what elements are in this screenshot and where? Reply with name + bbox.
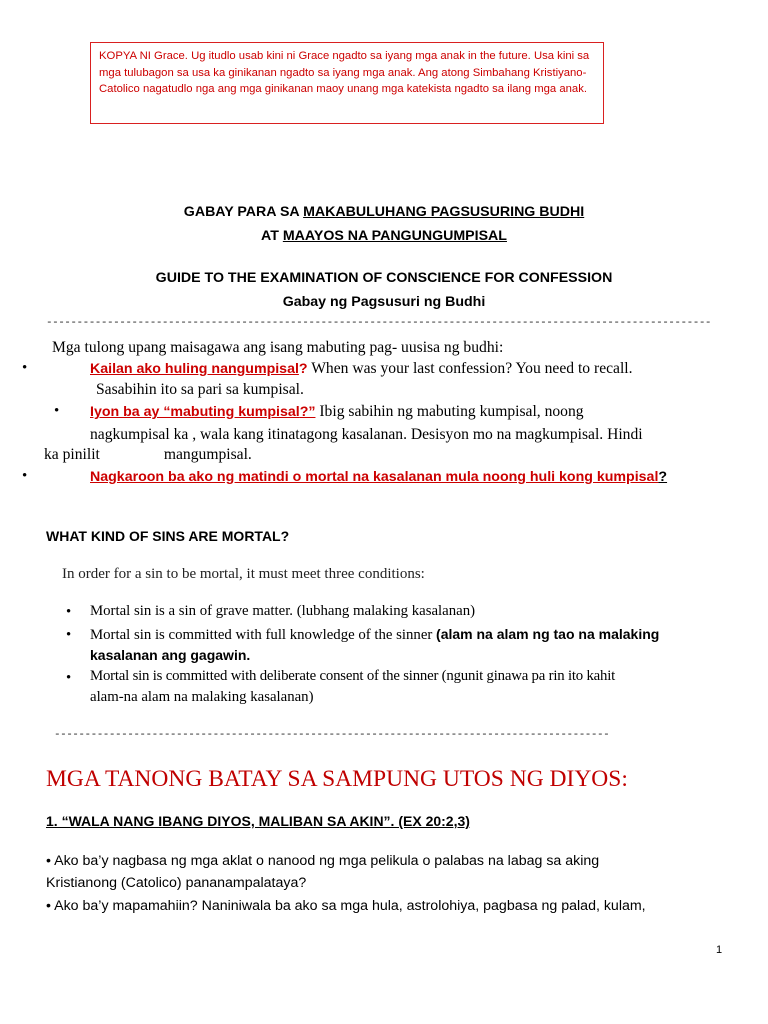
title-line-2-underlined: MAAYOS NA PANGUNGUMPISAL: [282, 228, 507, 244]
mortal-intro: In order for a sin to be mortal, it must meet three conditions:: [62, 566, 425, 582]
divider-2: -------------------------------------------------------------------------------------------: [54, 729, 610, 741]
tip-2-question: Iyon ba ay “mabuting kumpisal: [90, 404, 300, 420]
tip-3-bullet: •: [22, 468, 28, 484]
tip-2-qmark: ?”: [299, 404, 316, 420]
title-line-1-underlined: MAKABULUHANG PAGSUSURING BUDHI: [303, 204, 585, 220]
condition-3: Mortal sin is committed with deliberate consent of the sinner (ngunit ginawa pa rin ito kahit: [90, 668, 616, 684]
condition-2-continuation: kasalanan ang gagawin.: [90, 647, 251, 663]
condition-2-main: Mortal sin is committed with full knowledge of the sinner: [90, 627, 437, 643]
mortal-heading: WHAT KIND OF SINS ARE MORTAL?: [46, 528, 290, 544]
question-1-line-1: • Ako ba’y nagbasa ng mga aklat o nanood ng mga pelikula o palabas na labag sa aking: [46, 853, 600, 869]
condition-2: [90, 626, 659, 644]
tip-2-continuation-2: [44, 444, 252, 465]
tip-3-qmark: ?: [658, 469, 668, 485]
commandment-1-title: 1. “WALA NANG IBANG DIYOS, MALIBAN SA AKIN”. (EX 20:2,3): [46, 813, 470, 829]
tip-3: [90, 468, 667, 486]
tip-2-bullet: •: [54, 403, 60, 419]
tip-2-continuation-2a: ka pinilit: [44, 446, 100, 463]
question-1-line-2: Kristianong (Catolico) pananampalataya?: [46, 875, 307, 891]
title-line-2: [0, 228, 768, 244]
notice-box: [90, 42, 604, 124]
tip-3-question: Nagkaroon ba ako ng matindi o mortal na kasalanan mula noong huli kong kumpisal: [90, 469, 659, 485]
tip-1-question: Kailan ako huling nangumpisal: [90, 361, 299, 377]
condition-3-continuation: alam-na alam na malaking kasalanan): [90, 689, 314, 705]
tip-1-continuation: Sasabihin ito sa pari sa kumpisal.: [96, 381, 304, 398]
tip-2: [90, 401, 584, 423]
commandments-heading: MGA TANONG BATAY SA SAMPUNG UTOS NG DIYOS:: [46, 766, 628, 792]
divider-1: -------------------------------------------------------------------------------------------------------------: [46, 317, 712, 329]
title-line-4: Gabay ng Pagsusuri ng Budhi: [282, 294, 486, 310]
tip-1-bullet: •: [22, 360, 28, 376]
title-line-1-prefix: GABAY PARA SA: [183, 204, 304, 220]
title-line-1: [0, 204, 768, 220]
tip-1-text: When was your last confession? You need to recall.: [307, 360, 633, 377]
notice-text: KOPYA NI Grace. Ug itudlo usab kini ni Grace ngadto sa iyang mga anak in the future. Usa kini sa mga tulubagon sa usa ka ginikanan ngadto sa iyang mga anak. Ang atong Simbahang Kristiyano-Catolico nagatudlo nga ang mga ginikanan maoy unang mga katekista ngadto sa ilang mga anak.: [99, 50, 590, 95]
tip-1: [90, 358, 633, 380]
tip-2-continuation: nagkumpisal ka , wala kang itinatagong kasalanan. Desisyon mo na magkumpisal. Hindi: [90, 426, 643, 443]
tips-intro: Mga tulong upang maisagawa ang isang mabuting pag- uusisa ng budhi:: [52, 339, 504, 356]
tip-2-text: Ibig sabihin ng mabuting kumpisal, noong: [315, 403, 584, 420]
question-2-line-1: • Ako ba’y mapamahiin? Naniniwala ba ako sa mga hula, astrolohiya, pagbasa ng palad, kulam,: [46, 898, 646, 914]
condition-3-bullet: •: [66, 670, 72, 686]
tip-2-continuation-2b: mangumpisal.: [163, 446, 252, 463]
condition-1: Mortal sin is a sin of grave matter. (lubhang malaking kasalanan): [90, 603, 476, 619]
title-line-2-prefix: AT: [261, 228, 283, 244]
title-line-3: GUIDE TO THE EXAMINATION OF CONSCIENCE FOR CONFESSION: [155, 270, 613, 286]
condition-1-bullet: •: [66, 604, 72, 620]
tip-1-qmark: ?: [298, 361, 308, 377]
condition-2-bullet: •: [66, 627, 72, 643]
page-number: 1: [716, 944, 723, 956]
condition-2-tagalog: (alam na alam ng tao na malaking: [436, 626, 660, 642]
